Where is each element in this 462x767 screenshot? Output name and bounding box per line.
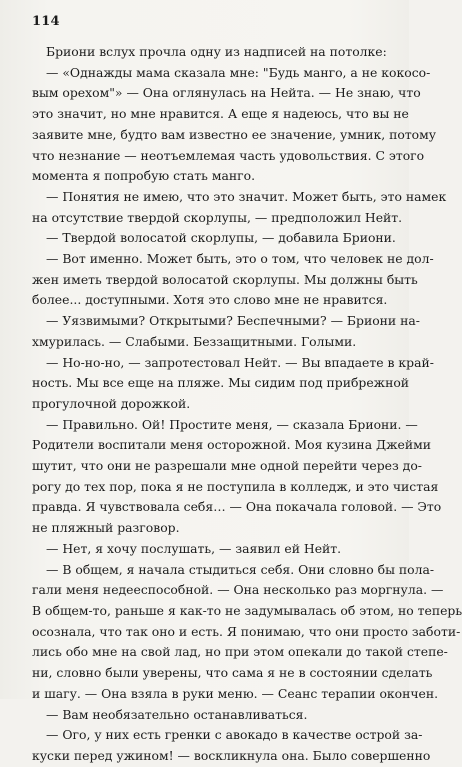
text-line: — Понятия не имею, что это значит. Может быть, это намек [46,188,447,204]
text-line: и шагу. — Она взяла в руки меню. — Сеанс терапии окончен. [32,685,439,701]
text-line: хмурилась. — Слабыми. Беззащитными. Голыми. [32,333,357,349]
text-line: заявите мне, будто вам известно ее значение, умник, потому [32,126,437,142]
text-line: ни, словно были уверены, что сама я не в состоянии сделать [32,665,433,681]
text-line: — Но-но-но, — запротестовал Нейт. — Вы впадаете в край- [46,354,434,370]
text-line: лись обо мне на свой лад, но при этом опекали до такой степе- [32,644,448,660]
text-line: что незнание — неотъемлемая часть удовольствия. С этого [32,147,425,163]
text-line: — Вам необязательно останавливаться. [46,706,308,722]
text-line: момента я попробую стать манго. [32,168,256,184]
text-line: — В общем, я начала стыдиться себя. Они словно бы пола- [46,561,435,577]
text-line: на отсутствие твердой скорлупы, — предположил Нейт. [32,209,403,225]
text-line: — Нет, я хочу послушать, — заявил ей Нейт. [46,540,342,556]
text-line: Родители воспитали меня осторожной. Моя кузина Джейми [32,437,431,453]
text-line: шутит, что они не разрешали мне одной перейти через до- [32,458,422,474]
text-line: куски перед ужином! — воскликнула она. Было совершенно [32,747,431,763]
text-line: это значит, но мне нравится. А еще я надеюсь, что вы не [32,106,409,122]
text-line: рогу до тех пор, пока я не поступила в колледж, и это чистая [32,478,439,494]
text-line: вым орехом"» — Она оглянулась на Нейта. — Не знаю, что [32,85,421,101]
body-text [32,42,462,767]
text-line: — Вот именно. Может быть, это о том, что человек не дол- [46,251,434,267]
text-line: осознала, что так оно и есть. Я понимаю, что они просто заботи- [32,623,461,639]
text-line: — Уязвимыми? Открытыми? Беспечными? — Бриони на- [46,313,420,329]
page-number: 114 [32,14,60,29]
text-line: прогулочной дорожкой. [32,395,191,411]
text-line: Бриони вслух прочла одну из надписей на потолке: [46,44,387,59]
text-line: — Ого, у них есть гренки с авокадо в качестве острой за- [46,727,423,743]
text-line: — «Однажды мама сказала мне: "Будь манго, а не кокосо- [46,64,431,80]
text-line: более... доступными. Хотя это слово мне не нравится. [32,292,388,308]
text-line: В общем-то, раньше я как-то не задумывалась об этом, но теперь [32,602,462,618]
text-line: не пляжный разговор. [32,520,180,536]
text-line: жен иметь твердой волосатой скорлупы. Мы должны быть [32,271,418,287]
text-line: гали меня недееспособной. — Она несколько раз моргнула. — [32,582,444,598]
text-line: правда. Я чувствовала себя… — Она покачала головой. — Это [32,499,442,515]
text-line: ность. Мы все еще на пляже. Мы сидим под прибрежной [32,375,410,391]
text-line: — Правильно. Ой! Простите меня, — сказала Бриони. — [46,416,418,432]
text-line: — Твердой волосатой скорлупы, — добавила Бриони. [46,230,396,246]
